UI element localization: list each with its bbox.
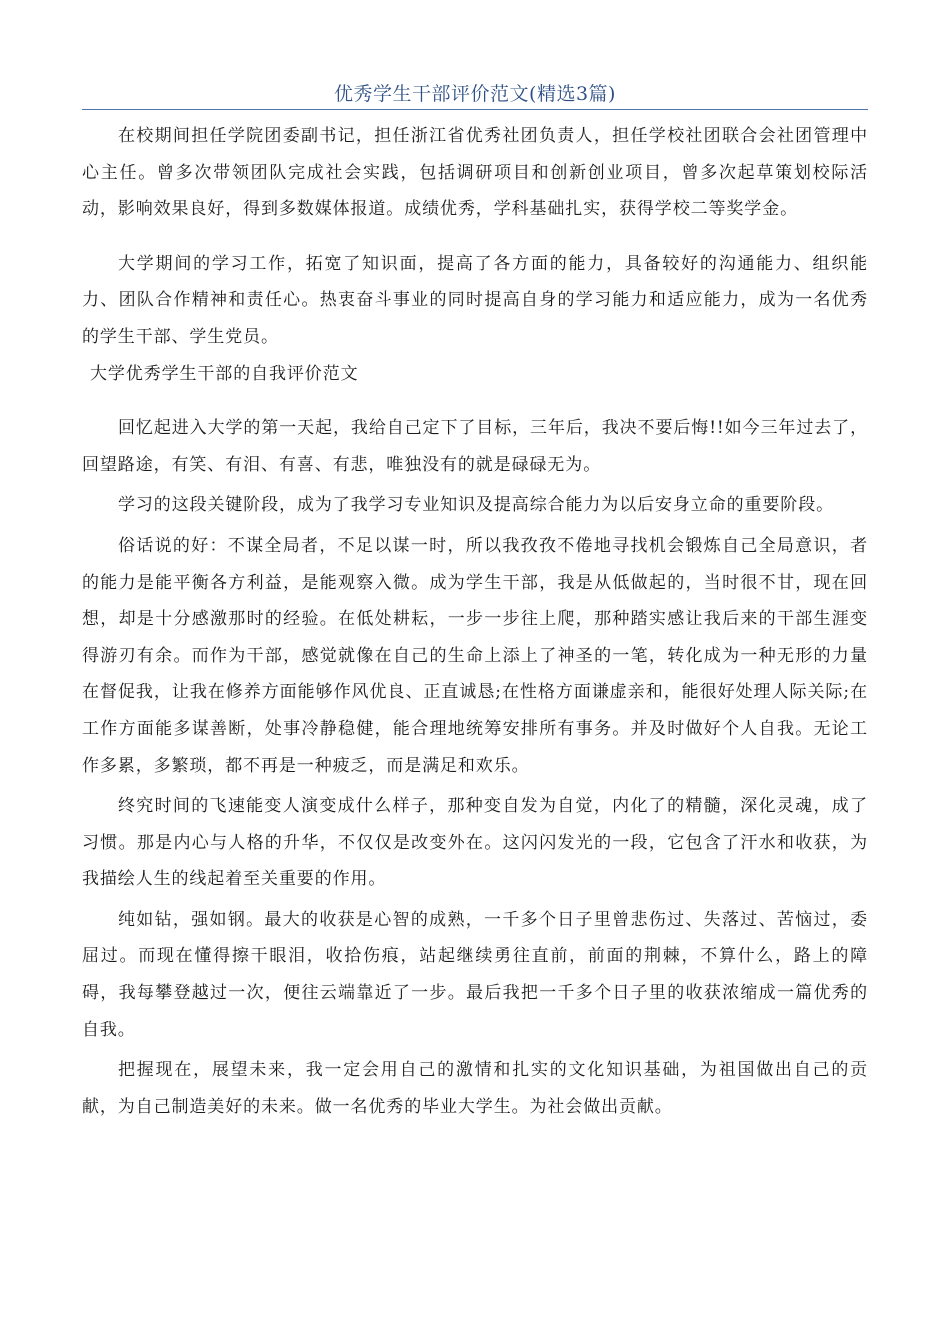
paragraph-7: 纯如钻，强如钢。最大的收获是心智的成熟，一千多个日子里曾悲伤过、失落过、苦恼过，委屈过。而现在懂得擦干眼泪，收拾伤痕，站起继续勇往直前，前面的荆棘，不算什么，路上的障碍，我每攀登越过一次，便往云端靠近了一步。最后我把一千多个日子里的收获浓缩成一篇优秀的自我。 xyxy=(82,909,868,1040)
paragraph-6: 终究时间的飞速能变人演变成什么样子，那种变自发为自觉，内化了的精髓，深化灵魂，成了习惯。那是内心与人格的升华，不仅仅是改变外在。这闪闪发光的一段，它包含了汗水和收获，为我描绘人生的线起着至关重要的作用。 xyxy=(82,796,868,890)
paragraph-8: 把握现在，展望未来，我一定会用自己的激情和扎实的文化知识基础，为祖国做出自己的贡献，为自己制造美好的未来。做一名优秀的毕业大学生。为社会做出贡献。 xyxy=(82,1060,868,1117)
section-heading: 大学优秀学生干部的自我评价范文 xyxy=(90,363,359,384)
title-underline xyxy=(82,109,868,110)
paragraph-4: 学习的这段关键阶段，成为了我学习专业知识及提高综合能力为以后安身立命的重要阶段。 xyxy=(118,495,834,516)
paragraph-5: 俗话说的好：不谋全局者，不足以谋一时，所以我孜孜不倦地寻找机会锻炼自己全局意识，者的能力是能平衡各方利益，是能观察入微。成为学生干部，我是从低做起的，当时很不甘，现在回想，却是十分感激那时的经验。在低处耕耘，一步一步往上爬，那种踏实感让我后来的干部生涯变得游刃有余。而作为干部，感觉就像在自己的生命上添上了神圣的一笔，转化成为一种无形的力量在督促我，让我在修养方面能够作风优良、正直诚恳;在性格方面谦虚亲和，能很好处理人际关际;在工作方面能多谋善断，处事冷静稳健，能合理地统筹安排所有事务。并及时做好个人自我。无论工作多累，多繁琐，都不再是一种疲乏，而是满足和欢乐。 xyxy=(82,535,868,776)
paragraph-1: 在校期间担任学院团委副书记，担任浙江省优秀社团负责人，担任学校社团联合会社团管理中心主任。曾多次带领团队完成社会实践，包括调研项目和创新创业项目，曾多次起草策划校际活动，影响效果良好，得到多数媒体报道。成绩优秀，学科基础扎实，获得学校二等奖学金。 xyxy=(82,126,868,220)
paragraph-3: 回忆起进入大学的第一天起，我给自己定下了目标，三年后，我决不要后悔!!如今三年过去了，回望路途，有笑、有泪、有喜、有悲，唯独没有的就是碌碌无为。 xyxy=(82,418,868,475)
document-body xyxy=(82,118,868,1125)
document-title: 优秀学生干部评价范文(精选3篇) xyxy=(334,83,616,105)
paragraph-2: 大学期间的学习工作，拓宽了知识面，提高了各方面的能力，具备较好的沟通能力、组织能力、团队合作精神和责任心。热衷奋斗事业的同时提高自身的学习能力和适应能力，成为一名优秀的学生干部、学生党员。 xyxy=(82,253,868,347)
